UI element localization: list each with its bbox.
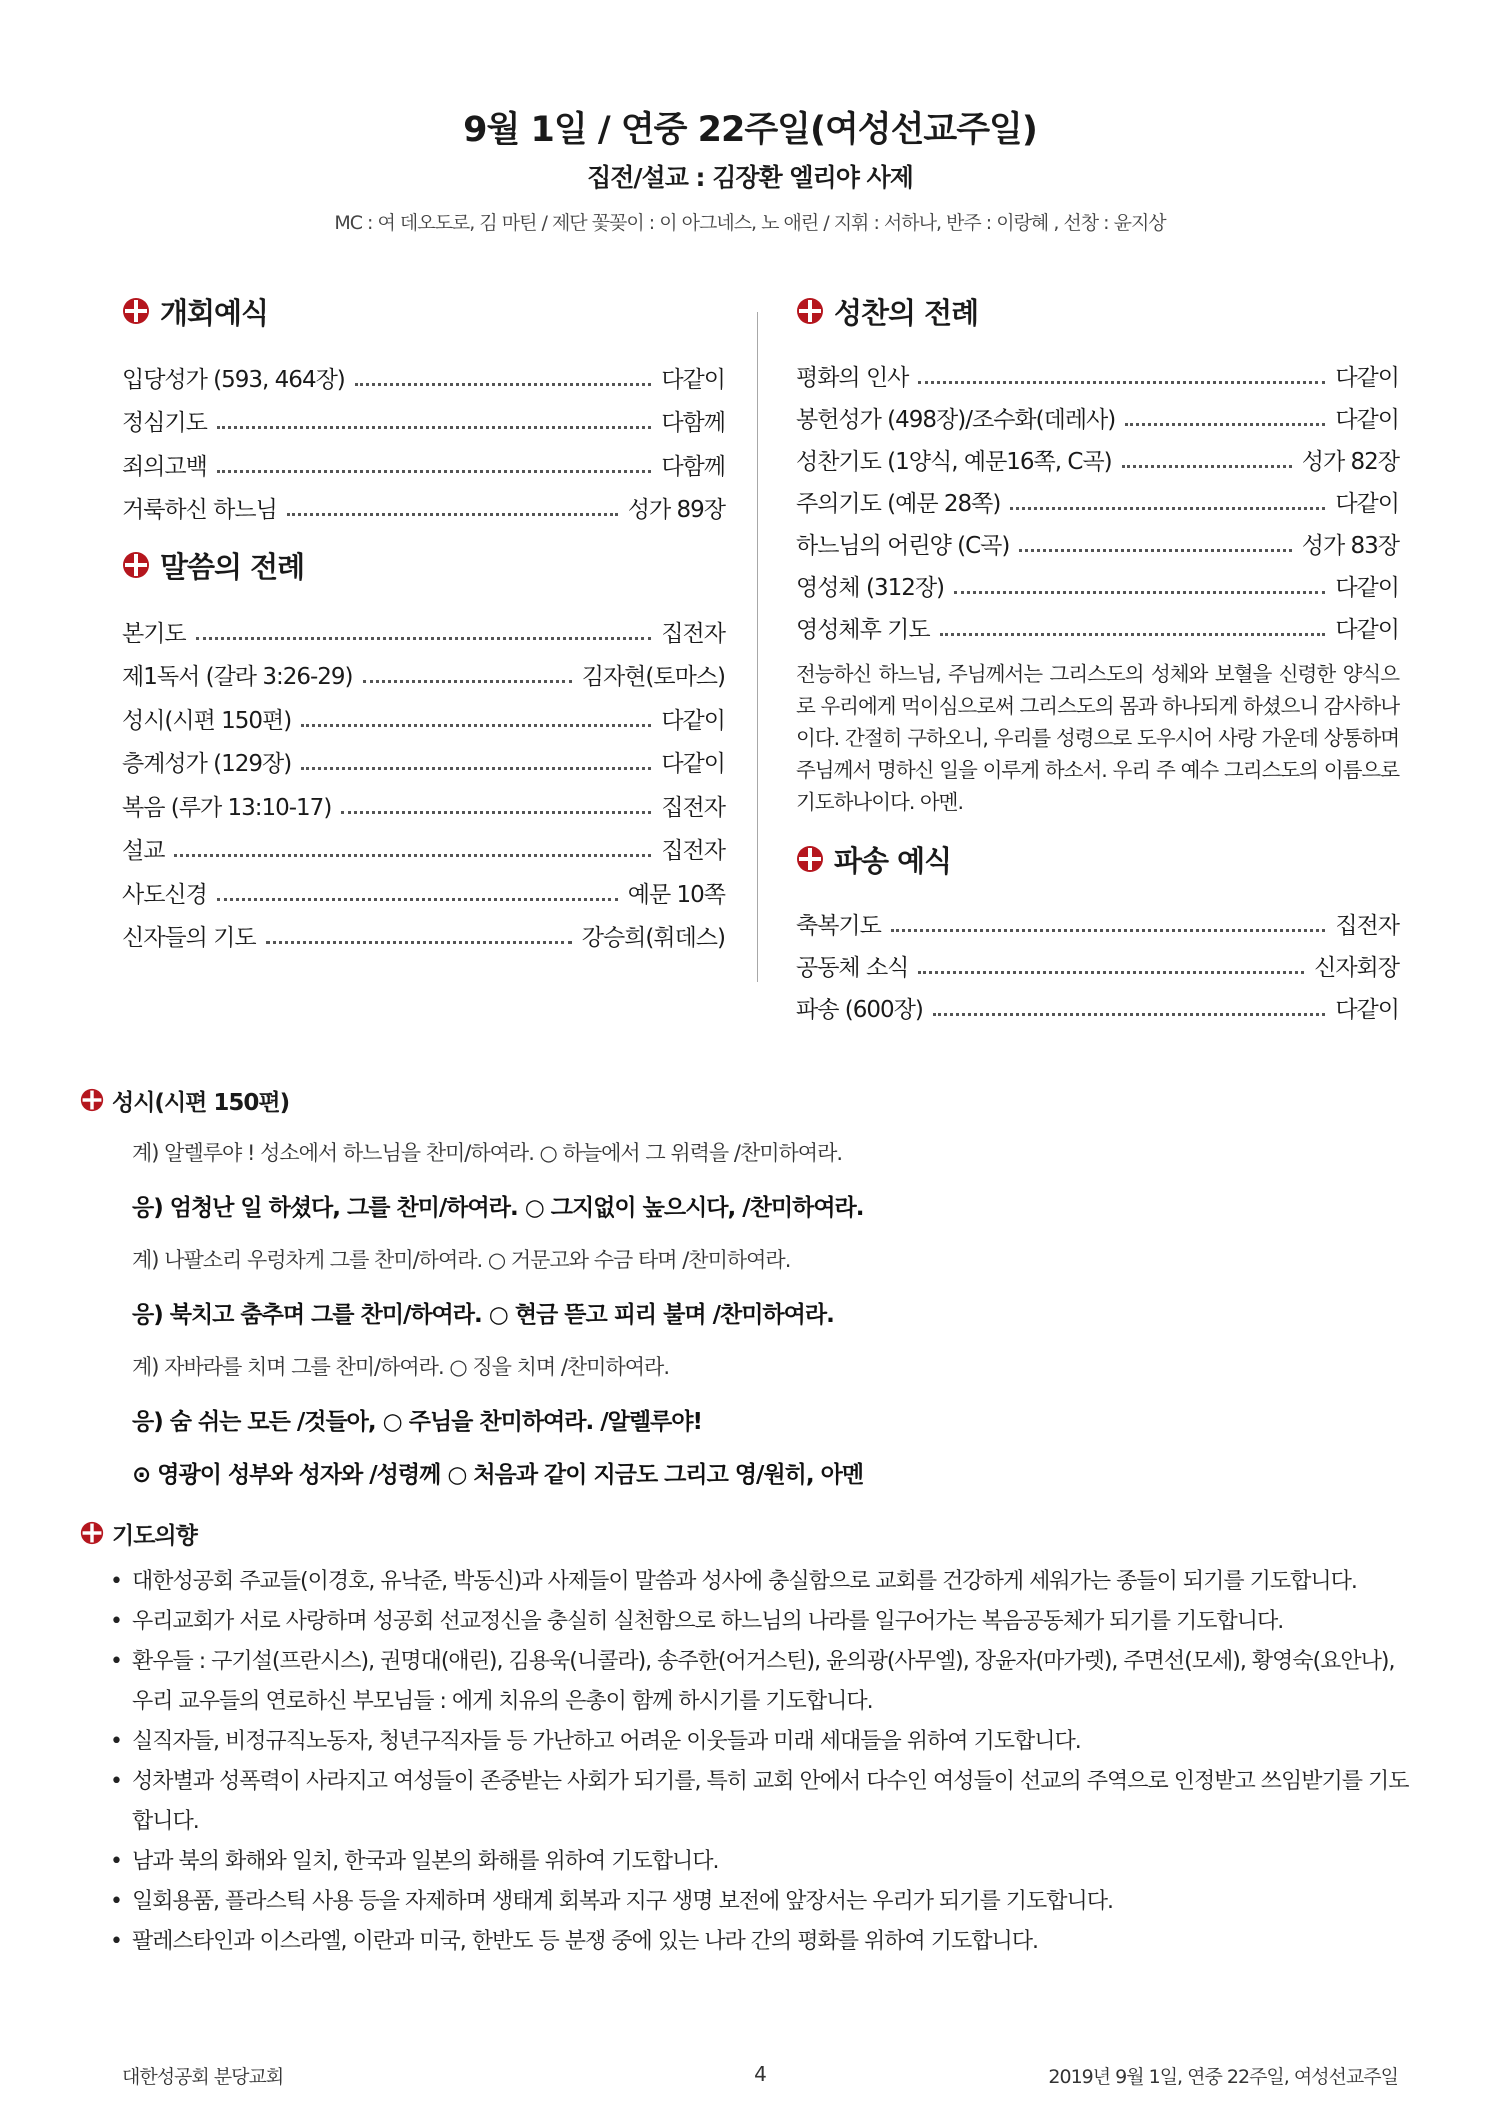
item-performer: 다같이 bbox=[661, 366, 725, 393]
item-label: 주의기도 (예문 28쪽) bbox=[796, 491, 1001, 517]
list-item bbox=[122, 350, 725, 394]
item-label: 영성체후 기도 bbox=[796, 617, 930, 643]
footer-church-name: 대한성공회 분당교회 bbox=[122, 2066, 284, 2088]
leader-dots bbox=[1125, 423, 1325, 426]
psalm-lines bbox=[132, 1125, 1420, 1500]
leader-dots bbox=[918, 971, 1304, 974]
item-label: 제1독서 (갈라 3:26-29) bbox=[122, 664, 353, 690]
cross-icon bbox=[122, 297, 150, 325]
list-item: • 우리교회가 서로 사랑하며 성공회 선교정신을 충실히 실천함으로 하느님의 나라를 일구어가는 복음공동체가 되기를 기도합니다. bbox=[110, 1602, 1420, 1642]
item-performer: 다함께 bbox=[661, 453, 725, 480]
item-performer: 강승희(휘데스) bbox=[581, 925, 725, 951]
leader-dots bbox=[363, 680, 572, 683]
leader-dots bbox=[355, 383, 652, 386]
item-performer: 다같이 bbox=[1335, 617, 1399, 643]
list-item bbox=[122, 691, 725, 735]
roles-line: MC : 여 데오도로, 김 마틴 / 제단 꽃꽂이 : 이 아그네스, 노 애린 / 지휘 : 서하나, 반주 : 이랑혜 , 선창 : 윤지상 bbox=[334, 212, 1166, 234]
item-performer: 집전자 bbox=[661, 794, 725, 821]
leader-dots bbox=[301, 724, 651, 727]
item-label: 성시(시편 150편) bbox=[122, 707, 292, 734]
list-item bbox=[796, 392, 1399, 434]
cross-icon bbox=[796, 845, 824, 873]
cross-icon bbox=[796, 297, 824, 325]
item-performer: 성가 82장 bbox=[1301, 449, 1399, 475]
list-item bbox=[122, 778, 725, 822]
page-number: 4 bbox=[754, 2062, 766, 2086]
item-label: 하느님의 어린양 (C곡) bbox=[796, 533, 1010, 559]
section-eucharist bbox=[796, 288, 1399, 334]
psalm-line-response: 응) 숨 쉬는 모든 /것들아, ○ 주님을 찬미하여라. /알렐루야! bbox=[132, 1408, 702, 1435]
list-item bbox=[796, 898, 1399, 940]
leader-dots bbox=[217, 426, 651, 429]
leader-dots bbox=[1010, 507, 1325, 510]
leader-dots bbox=[954, 591, 1325, 594]
list-item: • 일회용품, 플라스틱 사용 등을 자제하며 생태계 회복과 지구 생명 보전에 앞장서는 우리가 되기를 기도합니다. bbox=[110, 1882, 1420, 1922]
list-item: • 환우들 : 구기설(프란시스), 권명대(애린), 김용욱(니콜라), 송주한(어거스틴), 윤의광(사무엘), 장윤자(마가렛), 주면선(모세), 황영숙(요안나), 우리 교우들의 연로하신 부모님들 : 에게 치유의 은총이 함께 하시기를 기도합니다. bbox=[110, 1642, 1420, 1722]
item-performer: 김자현(토마스) bbox=[581, 664, 725, 690]
leader-dots bbox=[918, 381, 1325, 384]
list-item bbox=[122, 735, 725, 779]
right-column bbox=[796, 288, 1399, 1024]
list-item bbox=[796, 602, 1399, 644]
psalm-line-leader: 계) 자바라를 치며 그를 찬미/하여라. ○ 징을 치며 /찬미하여라. bbox=[132, 1354, 669, 1379]
liturgy-of-word-list bbox=[122, 604, 725, 952]
list-item bbox=[796, 940, 1399, 982]
leader-dots bbox=[301, 767, 651, 770]
item-label: 평화의 인사 bbox=[796, 365, 909, 391]
leader-dots bbox=[933, 1013, 1326, 1016]
item-label: 성찬기도 (1양식, 예문16쪽, C곡) bbox=[796, 449, 1112, 475]
list-item bbox=[122, 481, 725, 525]
leader-dots bbox=[940, 633, 1326, 636]
leader-dots bbox=[341, 811, 651, 814]
cross-icon bbox=[80, 1521, 104, 1545]
list-item bbox=[122, 648, 725, 692]
section-title: 개회예식 bbox=[160, 295, 269, 330]
item-label: 층계성가 (129장) bbox=[122, 751, 292, 777]
item-performer: 다같이 bbox=[661, 707, 725, 734]
item-performer: 다같이 bbox=[1335, 365, 1399, 391]
eucharist-list bbox=[796, 350, 1399, 644]
list-item: • 대한성공회 주교들(이경호, 유낙준, 박동신)과 사제들이 말씀과 성사에 충실함으로 교회를 건강하게 세워가는 종들이 되기를 기도합니다. bbox=[110, 1562, 1420, 1602]
leader-dots bbox=[217, 898, 618, 901]
post-communion-prayer: 전능하신 하느님, 주님께서는 그리스도의 성체와 보혈을 신령한 양식으로 우리에게 먹이심으로써 그리스도의 몸과 하나되게 하셨으니 감사하나이다. 간절히 구하오니, 우리를 성령으로 도우시어 사랑 가운데 상통하며 주님께서 명하신 일을 이루게 하소서. 우리 주 예수 그리스도의 이름으로 기도하나이다. 아멘. bbox=[796, 662, 1399, 814]
list-item bbox=[122, 865, 725, 909]
leader-dots bbox=[1019, 549, 1291, 552]
intentions-heading bbox=[80, 1518, 1420, 1548]
item-performer: 다같이 bbox=[1335, 407, 1399, 433]
left-column bbox=[122, 288, 725, 952]
list-item: • 성차별과 성폭력이 사라지고 여성들이 존중받는 사회가 되기를, 특히 교회 안에서 다수인 여성들이 선교의 주역으로 인정받고 쓰임받기를 기도합니다. bbox=[110, 1762, 1420, 1842]
cross-icon bbox=[122, 551, 150, 579]
leader-dots bbox=[196, 637, 652, 640]
leader-dots bbox=[174, 854, 651, 857]
item-performer: 다같이 bbox=[1335, 575, 1399, 601]
list-item bbox=[796, 434, 1399, 476]
item-label: 정심기도 bbox=[122, 410, 207, 436]
item-label: 사도신경 bbox=[122, 881, 207, 908]
list-item bbox=[796, 350, 1399, 392]
section-liturgy-of-word bbox=[122, 542, 725, 588]
psalm-heading bbox=[80, 1085, 1420, 1115]
intentions-list bbox=[110, 1562, 1420, 1962]
opening-rites-list bbox=[122, 350, 725, 524]
item-label: 거룩하신 하느님 bbox=[122, 497, 277, 523]
list-item bbox=[796, 518, 1399, 560]
intentions-title: 기도의향 bbox=[112, 1522, 197, 1549]
section-title: 성찬의 전례 bbox=[834, 295, 979, 330]
list-item bbox=[122, 604, 725, 648]
item-label: 죄의고백 bbox=[122, 453, 207, 480]
item-performer: 집전자 bbox=[661, 838, 725, 864]
psalm-title: 성시(시편 150편) bbox=[112, 1089, 290, 1116]
list-item: • 팔레스타인과 이스라엘, 이란과 미국, 한반도 등 분쟁 중에 있는 나라 간의 평화를 위하여 기도합니다. bbox=[110, 1922, 1420, 1962]
item-performer: 성가 89장 bbox=[627, 497, 725, 523]
psalm-line-doxology: ⊙ 영광이 성부와 성자와 /성령께 ○ 처음과 같이 지금도 그리고 영/원히, 아멘 bbox=[132, 1462, 864, 1489]
list-item bbox=[122, 822, 725, 866]
item-performer: 집전자 bbox=[1335, 913, 1399, 939]
item-performer: 성가 83장 bbox=[1301, 533, 1399, 559]
item-performer: 다함께 bbox=[661, 410, 725, 436]
item-label: 복음 (루가 13:10-17) bbox=[122, 794, 332, 821]
item-label: 파송 (600장) bbox=[796, 997, 923, 1023]
item-label: 설교 bbox=[122, 838, 165, 864]
psalm-section bbox=[80, 1085, 1420, 1500]
item-label: 영성체 (312장) bbox=[796, 575, 945, 601]
page-title: 9월 1일 / 연중 22주일(여성선교주일) bbox=[463, 110, 1037, 150]
section-title: 말씀의 전례 bbox=[160, 549, 305, 584]
leader-dots bbox=[287, 513, 618, 516]
leader-dots bbox=[217, 470, 651, 473]
cross-icon bbox=[80, 1088, 104, 1112]
item-performer: 집전자 bbox=[661, 620, 725, 647]
list-item bbox=[796, 476, 1399, 518]
item-label: 축복기도 bbox=[796, 913, 881, 939]
section-opening-rites bbox=[122, 288, 725, 334]
psalm-line-response: 응) 북치고 춤추며 그를 찬미/하여라. ○ 현금 뜯고 피리 불며 /찬미하여라. bbox=[132, 1301, 834, 1328]
item-label: 봉헌성가 (498장)/조수화(데레사) bbox=[796, 407, 1116, 433]
psalm-line-leader: 계) 나팔소리 우렁차게 그를 찬미/하여라. ○ 거문고와 수금 타며 /찬미하여라. bbox=[132, 1247, 791, 1272]
list-item bbox=[122, 437, 725, 481]
section-dismissal bbox=[796, 836, 1399, 882]
list-item: • 남과 북의 화해와 일치, 한국과 일본의 화해를 위하여 기도합니다. bbox=[110, 1842, 1420, 1882]
item-label: 본기도 bbox=[122, 620, 186, 647]
section-title: 파송 예식 bbox=[834, 843, 952, 878]
item-label: 입당성가 (593, 464장) bbox=[122, 366, 345, 393]
list-item bbox=[122, 394, 725, 438]
item-label: 공동체 소식 bbox=[796, 955, 909, 981]
item-performer: 다같이 bbox=[1335, 997, 1399, 1023]
psalm-line-response: 응) 엄청난 일 하셨다, 그를 찬미/하여라. ○ 그지없이 높으시다, /찬미하여라. bbox=[132, 1194, 864, 1221]
leader-dots bbox=[266, 941, 572, 944]
list-item bbox=[796, 560, 1399, 602]
list-item bbox=[796, 982, 1399, 1024]
page-footer bbox=[122, 2062, 1398, 2089]
item-label: 신자들의 기도 bbox=[122, 925, 256, 951]
column-divider bbox=[757, 312, 758, 982]
item-performer: 예문 10쪽 bbox=[627, 881, 725, 908]
list-item bbox=[122, 909, 725, 953]
leader-dots bbox=[891, 929, 1325, 932]
item-performer: 신자회장 bbox=[1314, 955, 1399, 981]
item-performer: 다같이 bbox=[661, 751, 725, 777]
dismissal-list bbox=[796, 898, 1399, 1024]
prayer-intentions-section bbox=[80, 1518, 1420, 1962]
psalm-line-leader: 계) 알렐루야 ! 성소에서 하느님을 찬미/하여라. ○ 하늘에서 그 위력을 /찬미하여라. bbox=[132, 1140, 843, 1165]
item-performer: 다같이 bbox=[1335, 491, 1399, 517]
celebrant-line: 집전/설교 : 김장환 엘리야 사제 bbox=[587, 163, 913, 192]
list-item: • 실직자들, 비정규직노동자, 청년구직자들 등 가난하고 어려운 이웃들과 미래 세대들을 위하여 기도합니다. bbox=[110, 1722, 1420, 1762]
leader-dots bbox=[1122, 465, 1292, 468]
footer-date: 2019년 9월 1일, 연중 22주일, 여성선교주일 bbox=[1048, 2066, 1398, 2088]
